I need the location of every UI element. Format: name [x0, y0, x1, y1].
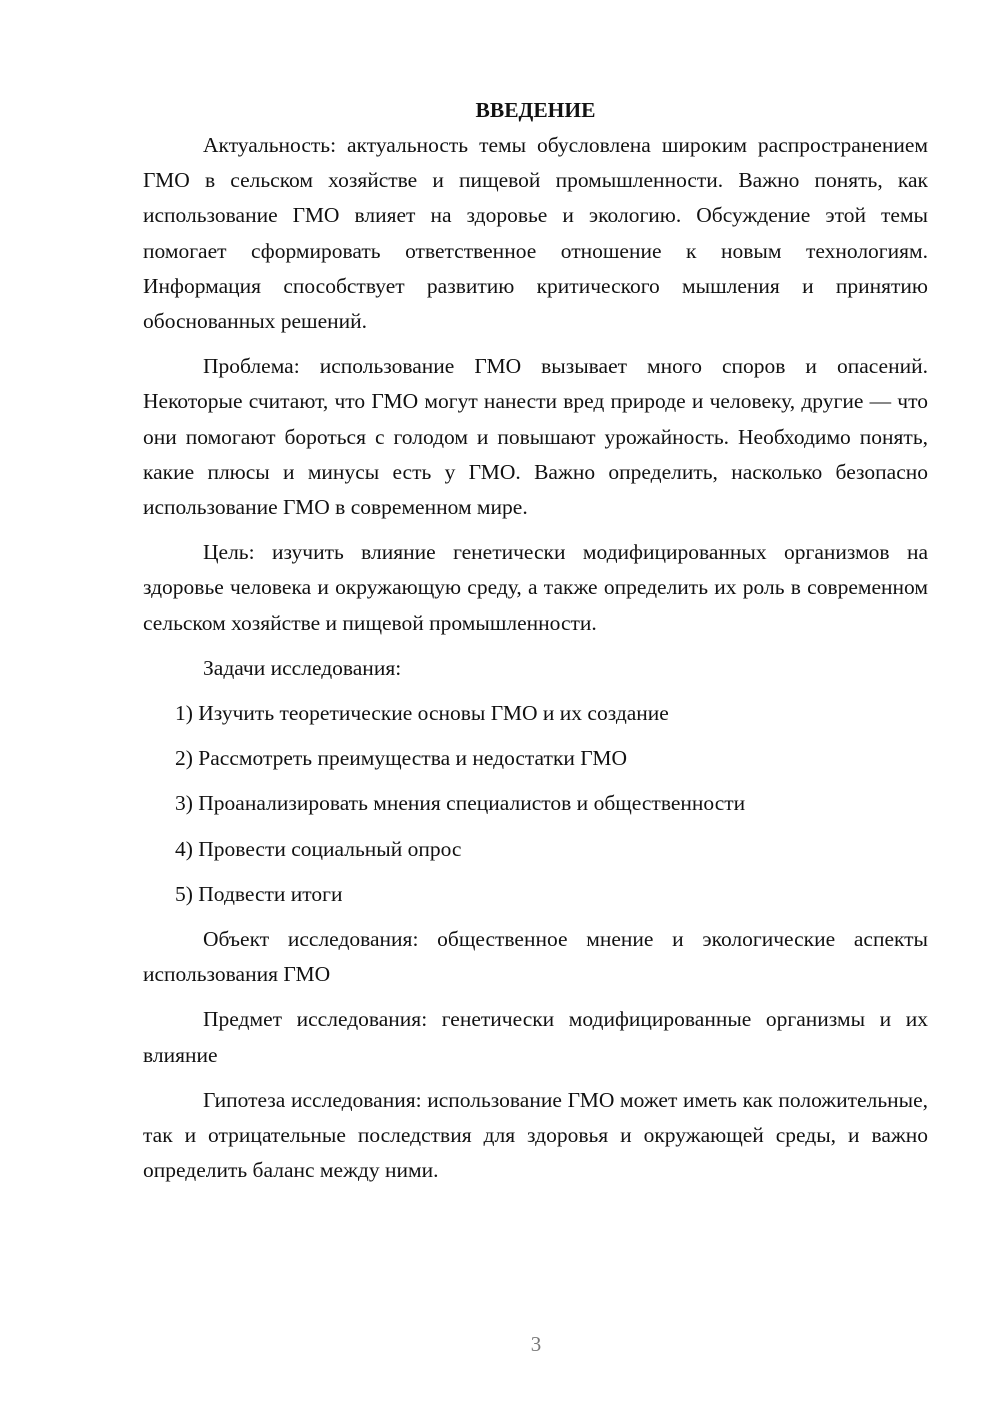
tasks-list: [143, 696, 928, 912]
task-item-4: 4) Провести социальный опрос: [175, 836, 462, 861]
task-item-5: 5) Подвести итоги: [175, 881, 343, 906]
paragraph-object: Объект исследования: общественное мнение и экологические аспекты использования ГМО: [143, 927, 928, 987]
task-item-1: 1) Изучить теоретические основы ГМО и их создание: [175, 701, 669, 726]
paragraph-subject: Предмет исследования: генетически модифицированные организмы и их влияние: [143, 1007, 928, 1067]
tasks-heading: Задачи исследования:: [203, 655, 402, 680]
document-page: [143, 94, 928, 1198]
paragraph-relevance: Актуальность: актуальность темы обусловлена широким распространением ГМО в сельском хозяйстве и пищевой промышленности. Важно понять, как использование ГМО влияет на здоровье и экологию. Обсуждение этой темы помогает сформировать ответственное отношение к новым технологиям. Информация способствует развитию критического мышления и принятию обоснованных решений.: [143, 133, 928, 334]
paragraph-problem: Проблема: использование ГМО вызывает много споров и опасений. Некоторые считают, что ГМО могут нанести вред природе и человеку, другие — что они помогают бороться с голодом и повышают урожайность. Необходимо понять, какие плюсы и минусы есть у ГМО. Важно определить, насколько безопасно использование ГМО в современном мире.: [143, 354, 928, 520]
paragraph-goal: Цель: изучить влияние генетически модифицированных организмов на здоровье человека и окружающую среду, а также определить их роль в современном сельском хозяйстве и пищевой промышленности.: [143, 540, 928, 635]
task-item-2: 2) Рассмотреть преимущества и недостатки ГМО: [175, 746, 628, 771]
page-number: 3: [530, 1332, 542, 1356]
paragraph-hypothesis: Гипотеза исследования: использование ГМО может иметь как положительные, так и отрицательные последствия для здоровья и окружающей среды, и важно определить баланс между ними.: [143, 1087, 928, 1183]
document-title: ВВЕДЕНИЕ: [475, 98, 596, 122]
task-item-3: 3) Проанализировать мнения специалистов и общественности: [175, 791, 746, 816]
